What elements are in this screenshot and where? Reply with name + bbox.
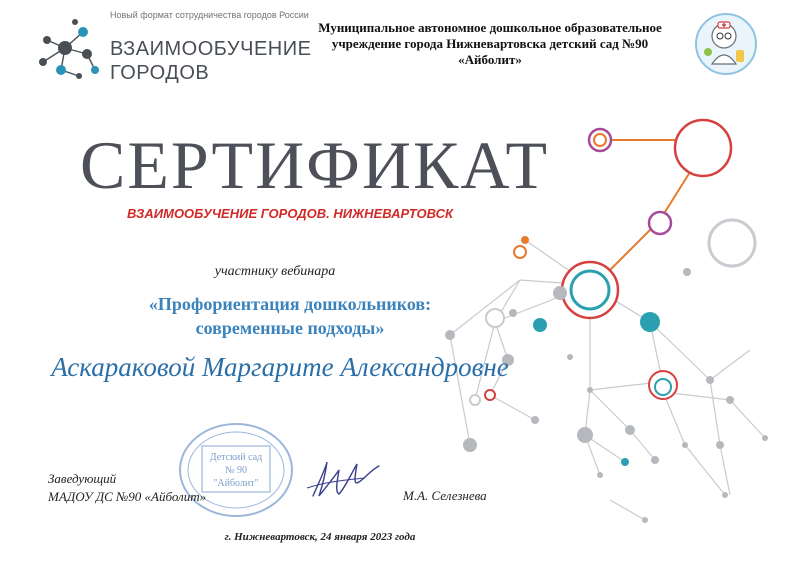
certificate-title: СЕРТИФИКАТ [80, 127, 550, 203]
logo-tagline: Новый формат сотрудничества городов России [110, 10, 309, 20]
organization-line1: Муниципальное автономное дошкольное образовательное [318, 20, 662, 35]
signatory-position-line2: МАДОУ ДС №90 «Айболит» [48, 489, 207, 504]
logo-name-line1: ВЗАИМООБУЧЕНИЕ [110, 38, 312, 60]
kindergarten-emblem-icon [694, 12, 758, 76]
place-and-date: г. Нижневартовск, 24 января 2023 года [224, 531, 416, 543]
network-logo-icon [35, 18, 105, 86]
stamp-line3: "Айболит" [213, 478, 259, 489]
webinar-title [60, 292, 520, 340]
certificate-subtitle: ВЗАИМООБУЧЕНИЕ ГОРОДОВ. НИЖНЕВАРТОВСК [126, 206, 454, 221]
organization-line2: учреждение города Нижневартовска детский сад №90 [331, 36, 649, 51]
organization-name [290, 20, 690, 68]
stamp-line1: Детский сад [209, 452, 263, 463]
signatory-position-line1: Заведующий [48, 471, 117, 486]
signatory-position [48, 470, 206, 506]
recipient-name: Аскараковой Маргарите Александровне [51, 352, 509, 382]
webinar-title-line2: современные подходы» [195, 318, 385, 338]
stamp-line2: № 90 [224, 465, 248, 476]
signatory-name: М.А. Селезнева [403, 488, 487, 503]
webinar-title-line1: «Профориентация дошкольников: [148, 294, 432, 314]
handwritten-signature [305, 452, 385, 502]
organization-line3: «Айболит» [458, 52, 522, 67]
logo-name-line2: ГОРОДОВ [110, 62, 210, 84]
participant-label: участнику вебинара [214, 264, 336, 279]
